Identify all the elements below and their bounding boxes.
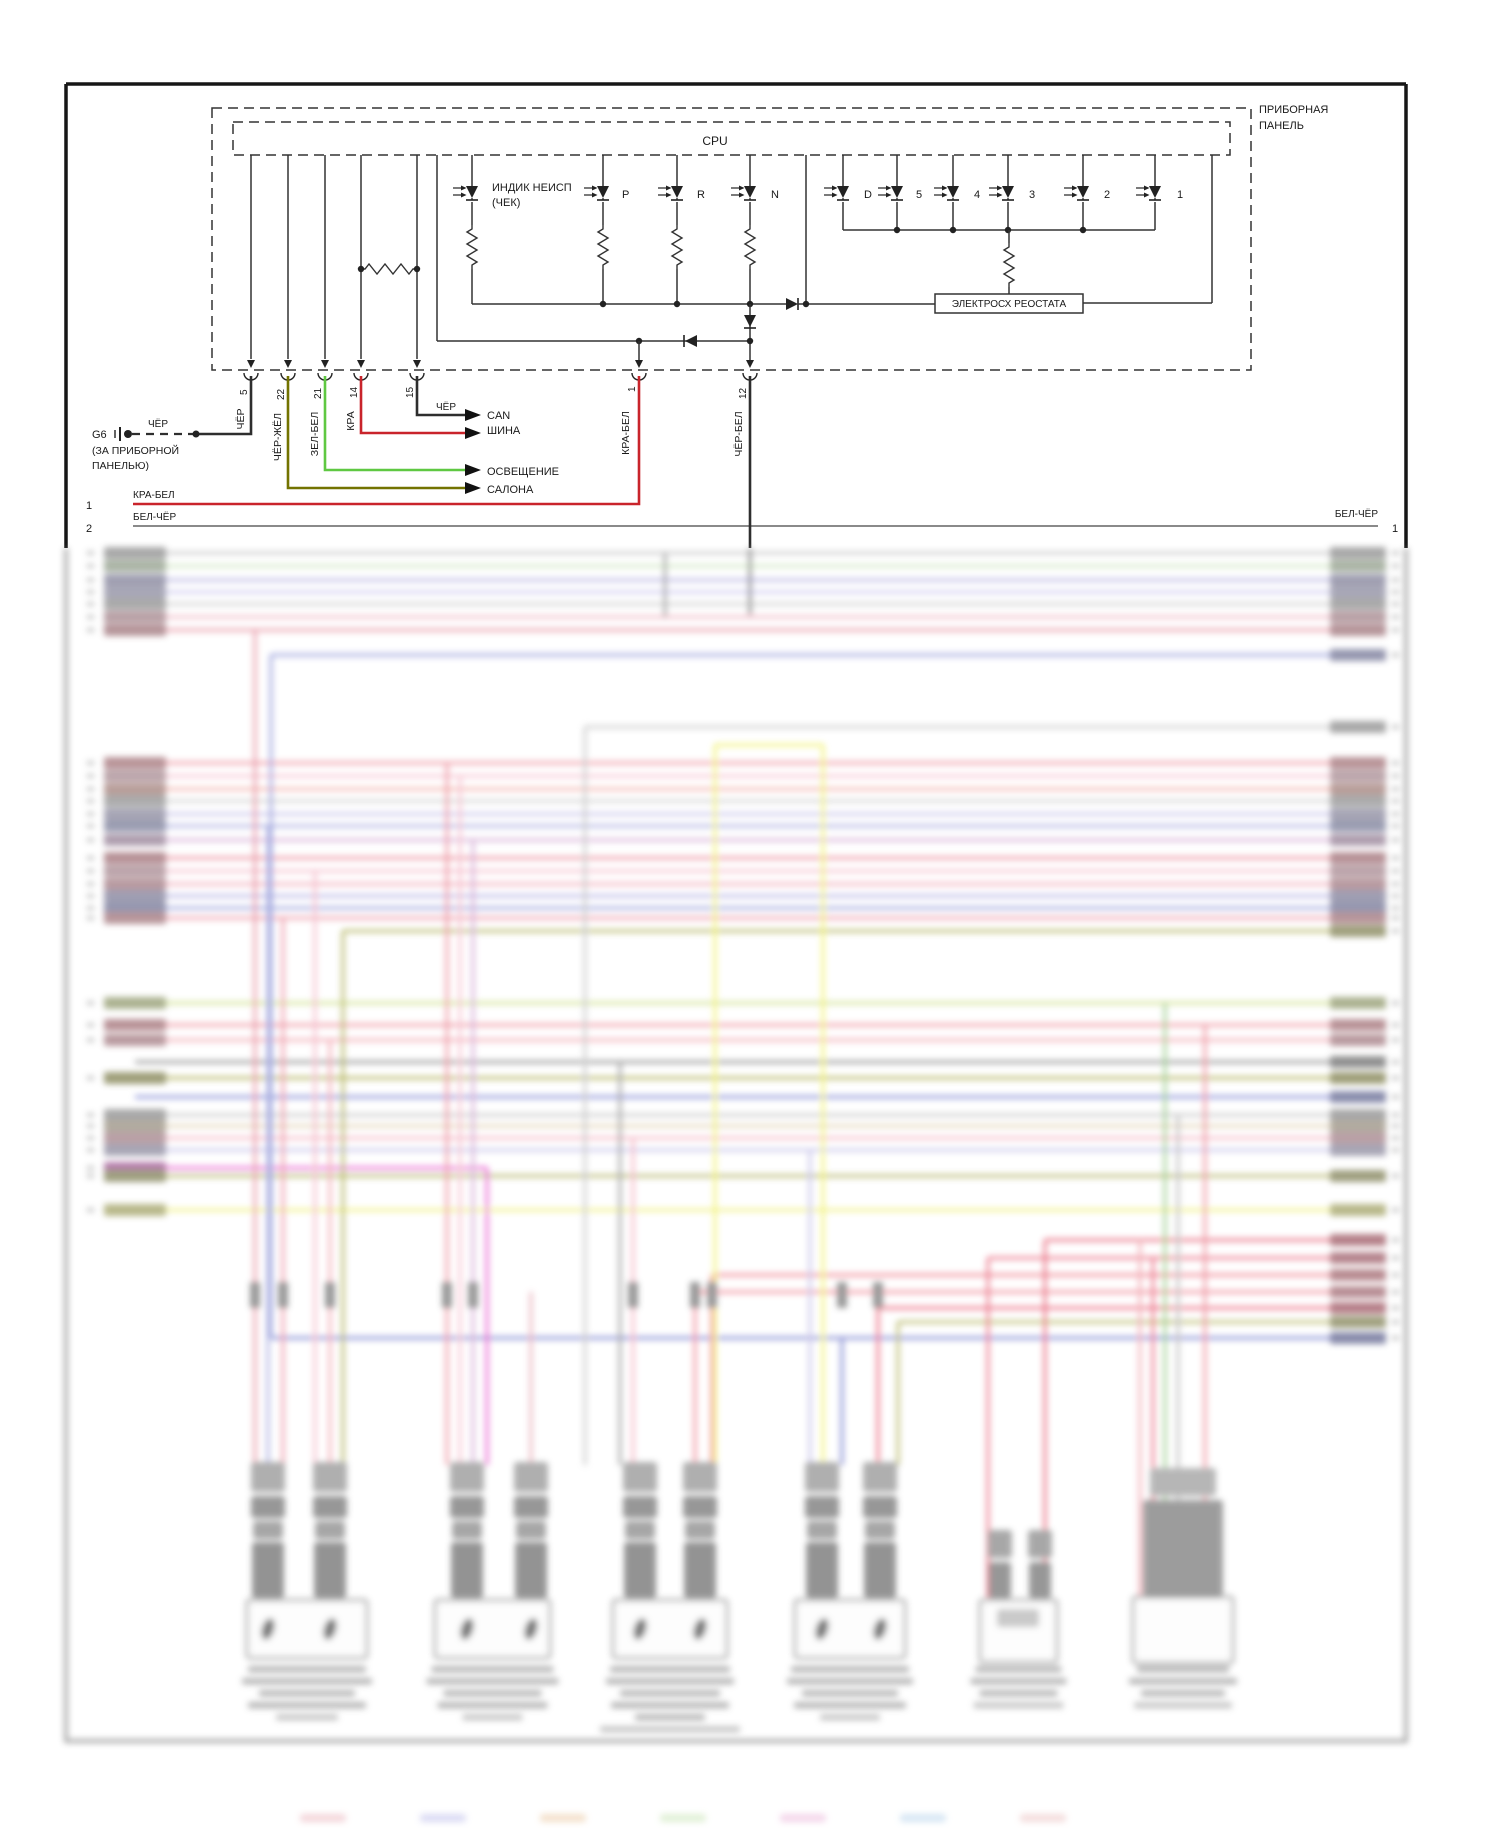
cpu-label: CPU (702, 134, 728, 148)
bridge-resistor (358, 264, 420, 274)
check-indicator-label-2: (ЧЕК) (492, 197, 521, 209)
row-right-number: 1 (1392, 523, 1399, 535)
harness-wires (115, 376, 1378, 548)
harness-row-labels (86, 490, 1398, 535)
light-arrow-icon (465, 464, 481, 476)
interior-light-label-2: САЛОНА (487, 484, 534, 496)
can-wire-label: ЧЁР (435, 402, 457, 413)
pin-number-22: 22 (276, 388, 287, 400)
page-frame (66, 84, 1406, 548)
pin-number-21: 21 (313, 387, 324, 399)
ground-note-2: ПАНЕЛЬЮ) (92, 460, 150, 472)
cpu-output-wires (251, 155, 1212, 359)
can-bus-label-2: ШИНА (487, 425, 521, 437)
pin-number-15: 15 (405, 386, 416, 398)
indicator-columns-left (472, 155, 750, 304)
light-arrow-icon (465, 482, 481, 494)
pin-number-12: 12 (738, 387, 749, 399)
pin-number-1: 1 (627, 386, 638, 392)
gear-label-4: 4 (974, 189, 981, 201)
left-indicator-bus (472, 298, 935, 310)
gear-label-p: P (622, 189, 630, 201)
gear-label-2: 2 (1104, 189, 1111, 201)
ground-name: G6 (92, 429, 107, 441)
row2-number: 2 (85, 523, 93, 535)
check-indicator-label-1: ИНДИК НЕИСП (492, 182, 572, 194)
pin-number-5: 5 (239, 389, 250, 395)
can-arrow-icon (465, 427, 481, 439)
row-right-label: БЕЛ-ЧЁР (1334, 509, 1378, 520)
rheostat-circuit (935, 230, 1212, 313)
gear-label-1: 1 (1177, 189, 1184, 201)
panel-title-line2: ПАНЕЛЬ (1259, 120, 1304, 132)
ground-g6 (92, 418, 179, 472)
wire-label-kra-bel: КРА-БЕЛ (620, 411, 632, 455)
gear-label-d: D (864, 189, 872, 201)
gear-label-5: 5 (916, 189, 923, 201)
gear-label-n: N (771, 189, 779, 201)
row2-label: БЕЛ-ЧЁР (133, 512, 177, 523)
pin-number-14: 14 (349, 386, 360, 398)
pin-numbers (239, 386, 749, 400)
ground-wire-label: ЧЁР (147, 419, 169, 430)
can-bus-label-1: CAN (487, 410, 511, 422)
can-arrow-icon (465, 409, 481, 421)
rheostat-label: ЭЛЕКТРОСХ РЕОСТАТА (951, 299, 1067, 310)
gear-label-3: 3 (1029, 189, 1036, 201)
wire-label-cher-bel: ЧЁР-БЕЛ (733, 411, 745, 457)
wire-label-zel-bel: ЗЕЛ-БЕЛ (309, 411, 321, 457)
interior-light-label-1: ОСВЕЩЕНИЕ (487, 466, 560, 478)
ground-note-1: (ЗА ПРИБОРНОЙ (92, 445, 180, 457)
wire-label-cher-zhel: ЧЁР-ЖЁЛ (272, 412, 284, 462)
lower-rail (437, 304, 756, 360)
instrument-panel-box (212, 104, 1328, 370)
row1-label: КРА-БЕЛ (133, 490, 175, 501)
panel-title-line1: ПРИБОРНАЯ (1259, 104, 1329, 116)
row1-number: 1 (85, 500, 93, 512)
gear-label-r: R (697, 189, 705, 201)
wire-label-kra: КРА (345, 411, 357, 431)
wire-label-cher: ЧЁР (235, 408, 247, 430)
blurred-harness-section (66, 547, 1406, 1822)
